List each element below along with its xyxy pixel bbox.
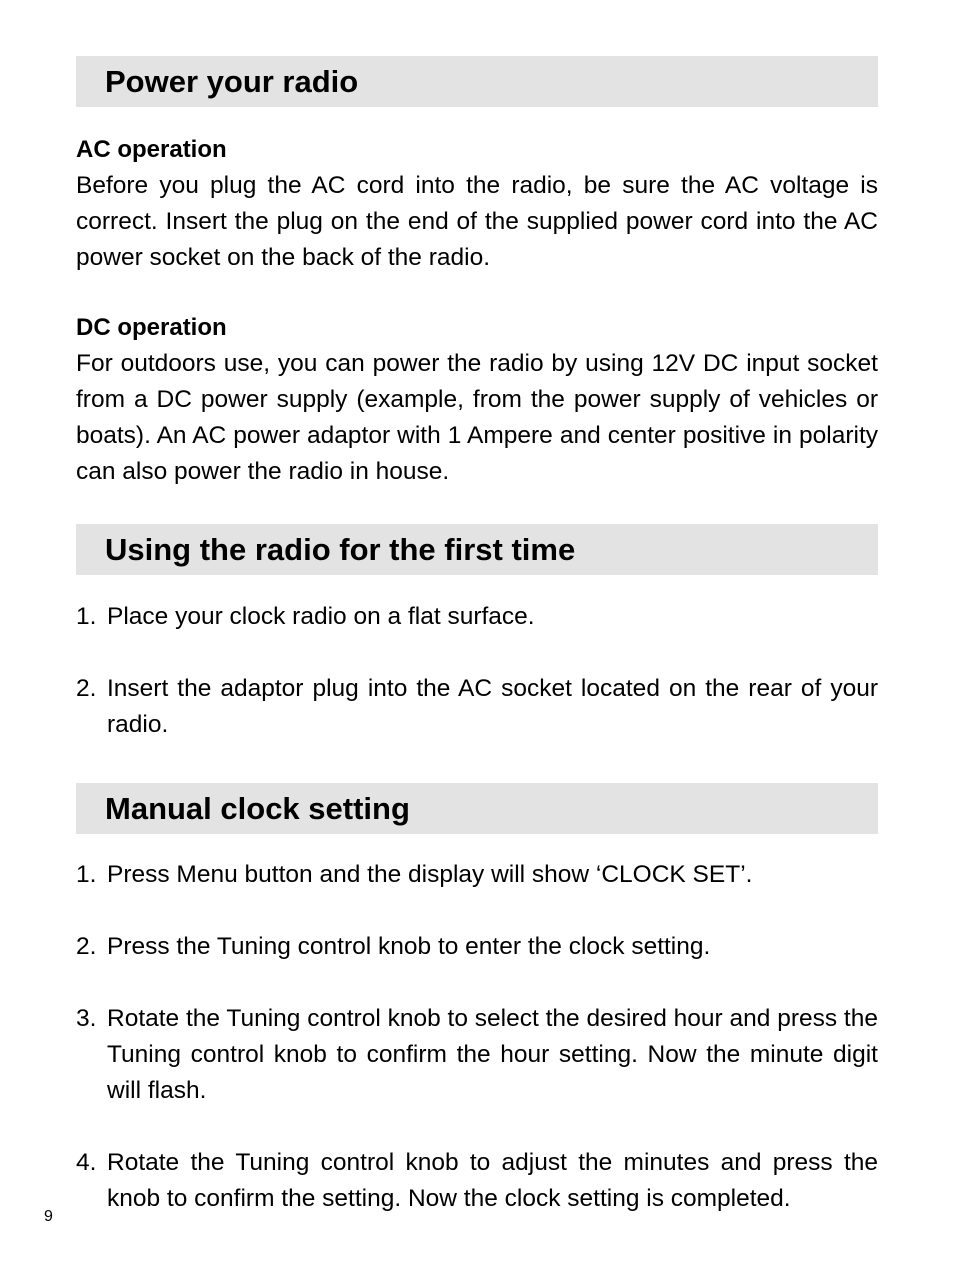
list-item [76,1001,878,1109]
section-header-clock [76,783,878,834]
list-item [76,599,878,635]
manual-page [76,56,878,1217]
step-text: Rotate the Tuning control knob to adjust the minutes and press the knob to confirm the setting. Now the clock setting is completed. [107,1149,878,1212]
ac-operation-text: Before you plug the AC cord into the radio, be sure the AC voltage is correct. Insert the plug on the end of the supplied power cord into the AC power socket on the back of the radio. [76,172,878,271]
dc-operation-block [76,310,878,490]
page-number: 9 [44,1208,53,1225]
step-number: 2. [76,933,97,960]
section-title-power: Power your radio [105,64,359,99]
list-item [76,1145,878,1217]
step-number: 1. [76,603,97,630]
step-text: Press Menu button and the display will show ‘CLOCK SET’. [107,861,753,888]
step-text: Place your clock radio on a flat surface. [107,603,535,630]
ac-operation-heading: AC operation [76,136,227,163]
step-number: 2. [76,675,97,702]
step-number: 1. [76,861,97,888]
dc-operation-heading: DC operation [76,314,227,341]
ac-operation-block [76,132,878,276]
step-number: 4. [76,1149,97,1176]
list-item [76,671,878,743]
clock-steps [76,857,878,1217]
list-item [76,857,878,893]
step-text: Rotate the Tuning control knob to select the desired hour and press the Tuning control knob to confirm the hour setting. Now the minute digit will flash. [107,1005,878,1104]
first-time-steps [76,599,878,743]
step-text: Insert the adaptor plug into the AC socket located on the rear of your radio. [107,675,878,738]
dc-operation-text: For outdoors use, you can power the radio by using 12V DC input socket from a DC power supply (example, from the power supply of vehicles or boats). An AC power adaptor with 1 Ampere and center positive in polarity can also power the radio in house. [76,350,878,485]
section-title-first-time: Using the radio for the first time [105,532,576,567]
section-title-clock: Manual clock setting [105,791,410,826]
step-text: Press the Tuning control knob to enter the clock setting. [107,933,711,960]
section-header-first-time [76,524,878,575]
section-header-power [76,56,878,107]
step-number: 3. [76,1005,97,1032]
list-item [76,929,878,965]
